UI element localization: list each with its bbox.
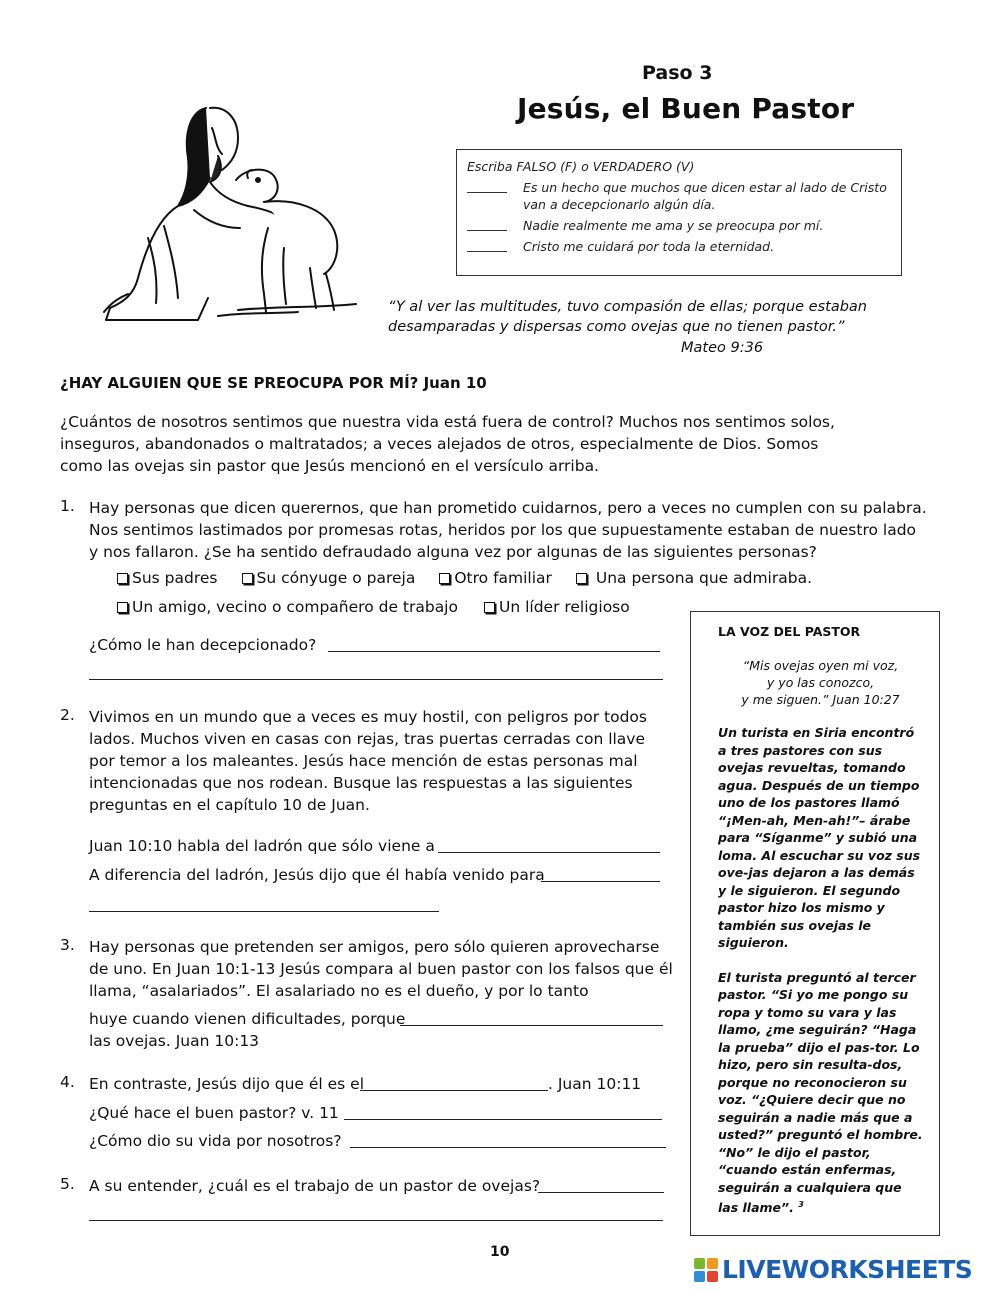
liveworksheets-logo[interactable] — [694, 1255, 972, 1284]
tf-item — [467, 238, 891, 255]
intro-paragraph: ¿Cuántos de nosotros sentimos que nuestra vida está fuera de control? Muchos nos sentimos solos, inseguros, abandonados o maltratados; a veces alejados de otros, especialmente de Dios. Somos como las ovejas sin pastor que Jesús mencionó en el versículo arriba. — [60, 413, 835, 475]
question-3-prompt: huye cuando vienen dificultades, porque — [89, 1010, 406, 1028]
question-1-prompt: ¿Cómo le han decepcionado? — [89, 636, 317, 654]
brand-name: LIVEWORKSHEETS — [722, 1255, 973, 1284]
answer-line[interactable] — [89, 1220, 663, 1221]
page-number: 10 — [490, 1244, 510, 1260]
options-row-2 — [117, 598, 630, 616]
answer-line[interactable] — [400, 1025, 663, 1026]
question-4-ref: . Juan 10:11 — [548, 1075, 642, 1093]
answer-line[interactable] — [350, 1147, 666, 1148]
question-2-text: Vivimos en un mundo que a veces es muy hostil, con peligros por todos lados. Muchos viven en casas con rejas, tras puertas cerradas con llave por temor a los maleantes. Jesús hace mención de estas personas mal intencionadas que nos rodean. Busque las respuestas a las siguientes preguntas en el capítulo 10 de Juan. — [89, 708, 647, 814]
question-2-prompt-b: A diferencia del ladrón, Jesús dijo que él había venido para — [89, 866, 545, 884]
question-number: 5. — [60, 1175, 75, 1193]
question-number: 4. — [60, 1073, 75, 1091]
question-number: 1. — [60, 497, 75, 515]
question-3-end: las ovejas. Juan 10:13 — [89, 1032, 260, 1050]
checkbox-icon — [117, 602, 128, 613]
shepherd-illustration — [98, 98, 360, 326]
sidebar-story — [718, 724, 923, 1217]
bible-quote-reference: Mateo 9:36 — [681, 340, 764, 356]
option-checkbox[interactable]: Sus padres — [117, 569, 218, 587]
answer-line[interactable] — [541, 881, 660, 882]
checkbox-icon — [242, 573, 253, 584]
sidebar-title: LA VOZ DEL PASTOR — [718, 624, 861, 639]
question-number: 2. — [60, 706, 75, 724]
answer-line[interactable] — [538, 1192, 664, 1193]
tf-answer-blank[interactable] — [467, 179, 507, 193]
option-checkbox[interactable]: Un líder religioso — [484, 598, 630, 616]
tf-answer-blank[interactable] — [467, 217, 507, 231]
page-title: Jesús, el Buen Pastor — [517, 92, 855, 125]
tf-instruction: Escriba FALSO (F) o VERDADERO (V) — [467, 159, 695, 174]
answer-line[interactable] — [328, 651, 660, 652]
checkbox-icon — [117, 573, 128, 584]
question-4-prompt-a: En contraste, Jesús dijo que él es el — [89, 1075, 365, 1093]
section-heading: ¿HAY ALGUIEN QUE SE PREOCUPA POR MÍ? Juan 10 — [60, 374, 487, 392]
checkbox-icon — [484, 602, 495, 613]
question-4-prompt-b: ¿Qué hace el buen pastor? v. 11 — [89, 1104, 339, 1122]
option-checkbox[interactable]: Su cónyuge o pareja — [242, 569, 416, 587]
option-checkbox[interactable]: Una persona que admiraba. — [576, 569, 812, 587]
sidebar-box — [690, 611, 940, 1236]
question-1-text: Hay personas que dicen querernos, que han prometido cuidarnos, pero a veces no cumplen con su palabra. Nos sentimos lastimados por promesas rotas, heridos por los que supuestamente estaban de nuestro lado y nos fallaron. ¿Se ha sentido defraudado alguna vez por algunas de las siguientes personas? — [89, 499, 927, 561]
question-3-text: Hay personas que pretenden ser amigos, pero sólo quieren aprovecharse de uno. En Juan 10:1-13 Jesús compara al buen pastor con los falsos que él llama, “asalariados”. El asalariado no es el dueño, y por lo tanto — [89, 938, 673, 1000]
tf-statement: Nadie realmente me ama y se preocupa por mí. — [523, 218, 824, 233]
sidebar-story-paragraph: El turista preguntó al tercer pastor. “Si yo me pongo su ropa y tomo su vara y las llamo, ¿me seguirán? “Haga la prueba” dijo el pas-tor. Lo hizo, pero sin resulta-dos, porque no reconocieron su voz. “¿Quiere decir que no seguirán a nadie más que a usted?” preguntó el hombre. “No” le dijo el pastor, “cuando están enfermas, seguirán a cualquiera que las llame”. $^3$ — [718, 969, 923, 1216]
tf-statement: Es un hecho que muchos que dicen estar al lado de Cristo van a decepcionarlo algún día. — [523, 180, 887, 212]
tf-answer-blank[interactable] — [467, 238, 507, 252]
sidebar-story-paragraph: Un turista en Siria encontró a tres pastores con sus ovejas revueltas, tomando agua. Después de un tiempo uno de los pastores llamó “¡Men-ah, Men-ah!”– árabe para “Síganme” y subió una loma. Al escuchar su voz sus ove-jas dejaron a las demás y le siguieron. El segundo pastor hizo los mismo y también sus ovejas le siguieron. — [718, 725, 921, 950]
checkbox-icon — [439, 573, 450, 584]
question-5-prompt: A su entender, ¿cuál es el trabajo de un pastor de ovejas? — [89, 1177, 541, 1195]
options-row-1 — [117, 569, 812, 587]
sidebar-verse: “Mis ovejas oyen mi voz, y yo las conozco, y me siguen.” Juan 10:27 — [741, 658, 900, 707]
answer-line[interactable] — [89, 911, 439, 912]
tf-statement: Cristo me cuidará por toda la eternidad. — [523, 239, 775, 254]
answer-line[interactable] — [344, 1119, 662, 1120]
question-2-prompt-a: Juan 10:10 habla del ladrón que sólo viene a — [89, 837, 435, 855]
question-4-prompt-c: ¿Cómo dio su vida por nosotros? — [89, 1132, 342, 1150]
answer-line[interactable] — [438, 852, 660, 853]
step-label: Paso 3 — [642, 62, 713, 84]
logo-mark-icon — [694, 1258, 718, 1282]
tf-item — [467, 217, 891, 234]
option-checkbox[interactable]: Otro familiar — [439, 569, 552, 587]
answer-line[interactable] — [89, 679, 663, 680]
answer-line[interactable] — [360, 1090, 548, 1091]
bible-quote: “Y al ver las multitudes, tuvo compasión de ellas; porque estaban desamparadas y dispersas como ovejas que no tienen pastor.” — [388, 299, 867, 335]
option-checkbox[interactable]: Un amigo, vecino o compañero de trabajo — [117, 598, 458, 616]
question-number: 3. — [60, 936, 75, 954]
footnote-marker: 3 — [798, 1200, 804, 1209]
tf-item — [467, 179, 891, 213]
checkbox-icon — [576, 573, 587, 584]
true-false-box — [456, 149, 902, 276]
